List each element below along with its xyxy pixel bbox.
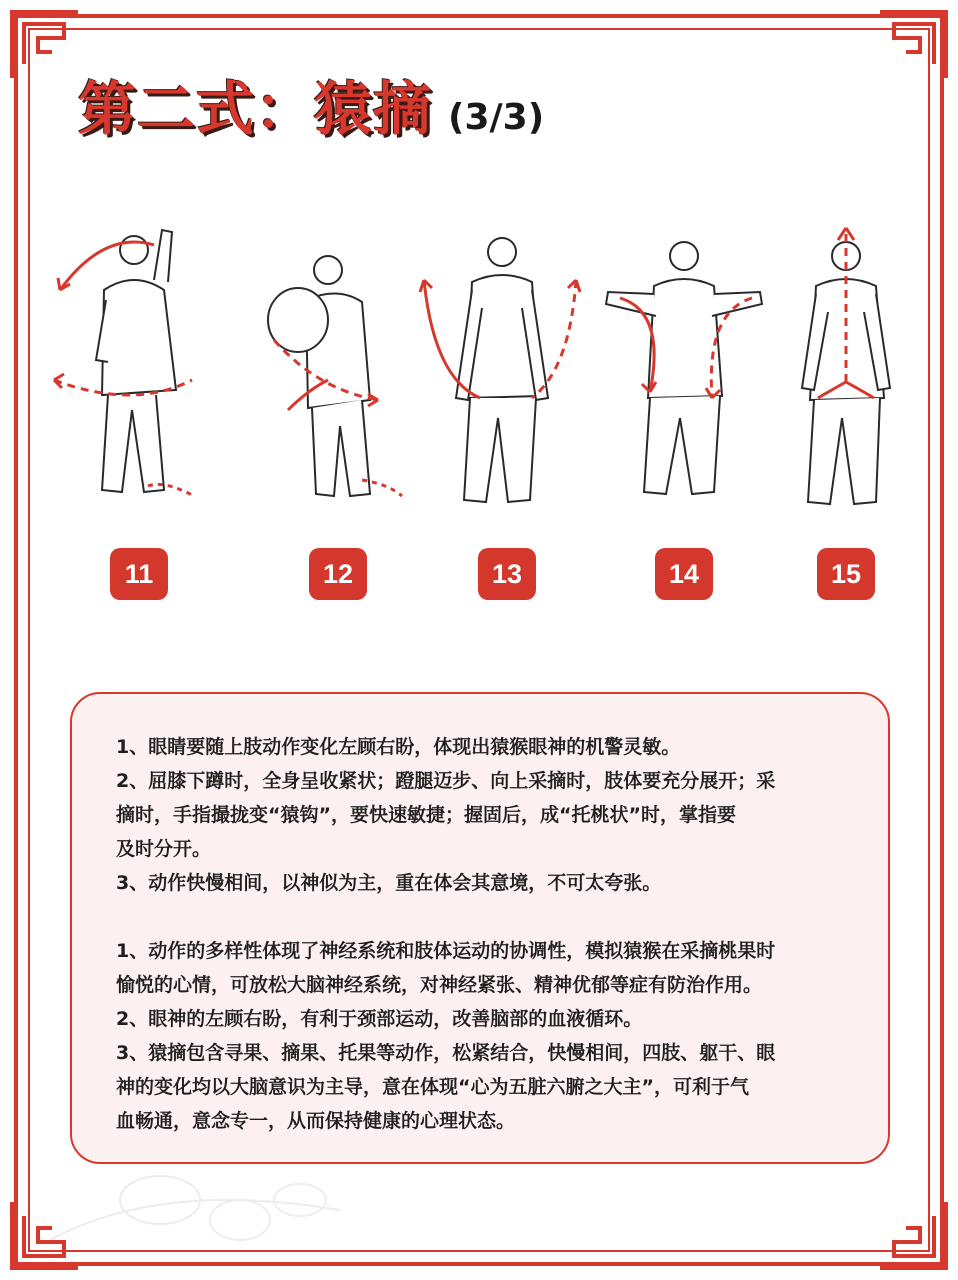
figure-step-12-illustration [258,240,418,510]
notes-box [70,692,890,1164]
step-number-badge: 15 [817,548,875,600]
title-part-indicator: (3/3) [448,97,545,138]
corner-ornament-icon [876,1198,950,1272]
key-point-line: 2、屈膝下蹲时，全身呈收紧状；蹬腿迈步、向上采摘时，肢体要充分展开；采 [116,770,776,792]
benefit-line: 2、眼神的左顾右盼，有利于颈部运动，改善脑部的血液循环。 [116,1008,643,1030]
key-point-line: 3、动作快慢相间，以神似为主，重在体会其意境，不可太夸张。 [116,872,662,894]
figure-step-13-illustration [410,228,590,510]
key-point-line: 及时分开。 [116,838,212,860]
benefit-line: 愉悦的心情，可放松大脑神经系统，对神经紧张、精神优郁等症有防治作用。 [116,974,763,996]
benefit-line: 1、动作的多样性体现了神经系统和肢体运动的协调性，模拟猿猴在采摘桃果时 [116,940,776,962]
page-title [78,62,544,146]
step-number-badge: 13 [478,548,536,600]
step-number-badge: 14 [655,548,713,600]
key-point-line: 1、眼睛要随上肢动作变化左顾右盼，体现出猿猴眼神的机警灵敏。 [116,736,681,758]
step-number-badge: 11 [110,548,168,600]
title-main: 第二式：猿摘 [78,75,433,143]
figure-step-11-illustration [44,220,224,510]
corner-ornament-icon [8,8,82,82]
benefit-line: 神的变化均以大脑意识为主导，意在体现“心为五脏六腑之大主”，可利于气 [116,1076,749,1098]
figure-step-14-illustration [596,232,776,510]
step-number-badge: 12 [309,548,367,600]
peach-branch-decoration-icon [40,1140,460,1250]
section-spacer [116,900,846,934]
figure-step-15-illustration [788,222,908,510]
benefit-line: 3、猿摘包含寻果、摘果、托果等动作，松紧结合，快慢相间，四肢、躯干、眼 [116,1042,776,1064]
corner-ornament-icon [876,8,950,82]
benefit-line: 血畅通，意念专一，从而保持健康的心理状态。 [116,1110,516,1132]
key-point-line: 摘时，手指撮拢变“猿钩”，要快速敏捷；握固后，成“托桃状”时，掌指要 [116,804,736,826]
